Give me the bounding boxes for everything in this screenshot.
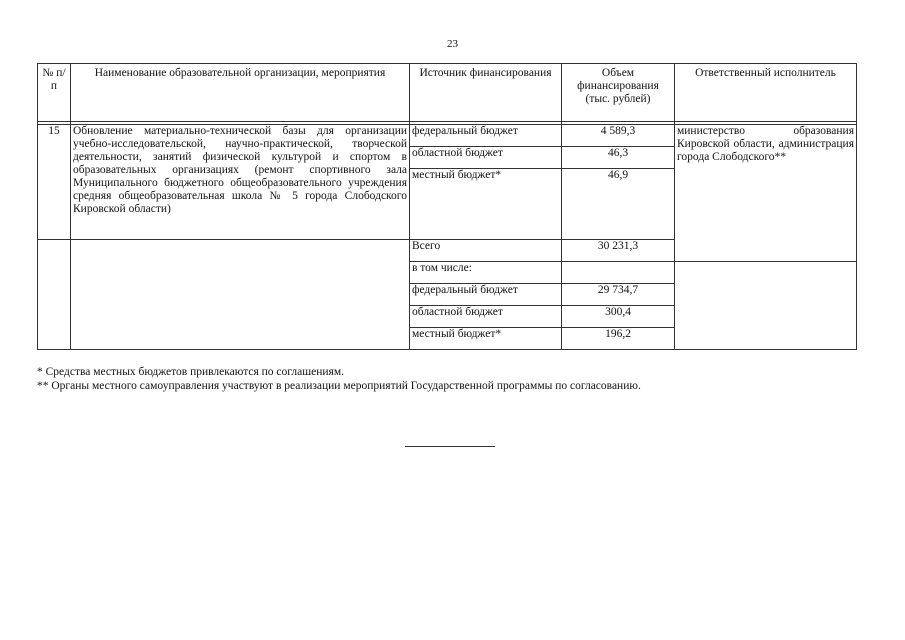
table-row — [38, 125, 857, 147]
total-amount: 30 231,3 — [562, 240, 675, 262]
totals-empty-num — [38, 240, 71, 350]
total-amount — [562, 262, 675, 284]
measure-name: Обновление материально-технической базы для организации учебно-исследовательской, научно-практической, творческой деятельности, занятий физической культурой и спортом в образовательных организациях (ремонт спортивного зала Муниципального бюджетного общеобразовательного учреждения средняя общеобразовательная школа № 5 города Слободского Кировской области) — [71, 125, 410, 240]
total-amount: 29 734,7 — [562, 284, 675, 306]
total-label: местный бюджет* — [410, 328, 562, 350]
totals-empty-name — [71, 240, 410, 350]
source-label: местный бюджет* — [410, 169, 562, 240]
header-num: № п/п — [38, 64, 71, 122]
total-label: в том числе: — [410, 262, 562, 284]
total-label: Всего — [410, 240, 562, 262]
total-label: федеральный бюджет — [410, 284, 562, 306]
source-label: федеральный бюджет — [410, 125, 562, 147]
header-amount: Объем финансирования (тыс. рублей) — [562, 64, 675, 122]
source-amount: 4 589,3 — [562, 125, 675, 147]
responsible-executor: министерство образования Кировской области, администрация города Слободского** — [675, 125, 857, 262]
row-number: 15 — [38, 125, 71, 240]
footnote: * Средства местных бюджетов привлекаются по соглашениям. — [37, 366, 344, 378]
source-label: областной бюджет — [410, 147, 562, 169]
footnotes — [37, 365, 641, 393]
financing-table — [37, 63, 857, 350]
totals-empty-executor — [675, 262, 857, 350]
header-executor: Ответственный исполнитель — [675, 64, 857, 122]
total-amount: 196,2 — [562, 328, 675, 350]
page-number: 23 — [447, 38, 458, 50]
source-amount: 46,9 — [562, 169, 675, 240]
table-header-row — [38, 64, 857, 122]
footnote: ** Органы местного самоуправления участвуют в реализации мероприятий Государственной программы по согласованию. — [37, 380, 641, 392]
total-label: областной бюджет — [410, 306, 562, 328]
header-source: Источник финансирования — [410, 64, 562, 122]
header-name: Наименование образовательной организации, мероприятия — [71, 64, 410, 122]
total-amount: 300,4 — [562, 306, 675, 328]
end-of-document-line — [405, 446, 495, 447]
source-amount: 46,3 — [562, 147, 675, 169]
